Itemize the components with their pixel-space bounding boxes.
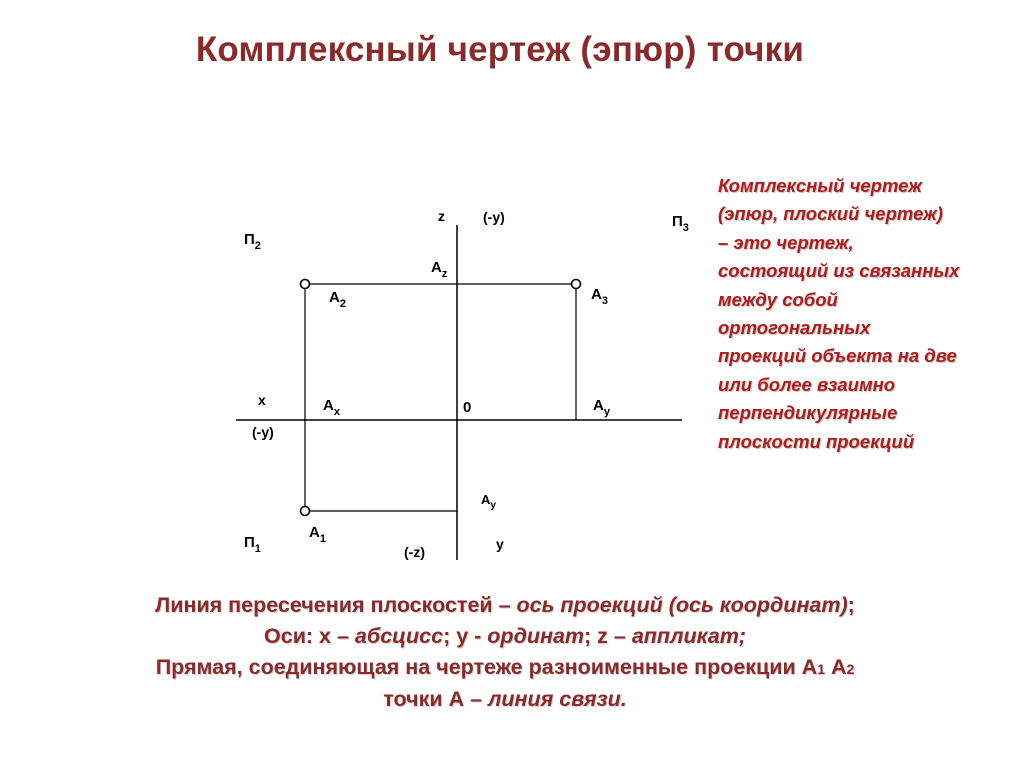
definition-line: плоскости проекций	[718, 430, 915, 452]
bottom-line-3-sub2: 2	[846, 660, 855, 677]
label-a2-base: A	[329, 289, 340, 306]
label-a1	[309, 524, 326, 545]
bottom-line-3-mid: А	[825, 654, 847, 679]
bottom-line-2	[0, 621, 1010, 652]
definition-text	[718, 172, 1018, 456]
plane-p1-label	[244, 534, 261, 555]
bottom-line-3-text: Прямая, соединяющая на чертеже разноименные проекции А	[155, 654, 818, 679]
point-a1	[301, 507, 310, 516]
bottom-line-4-normal: точки А –	[383, 687, 489, 712]
label-ay-right-sub: y	[603, 406, 610, 418]
definition-line: перпендикулярные	[718, 402, 898, 424]
label-ay-right	[593, 397, 611, 418]
bottom-line-2-f: аппликат;	[631, 623, 746, 648]
label-ax-sub: x	[333, 406, 340, 418]
definition-line: проекций объекта на две	[718, 345, 957, 367]
definition-line: (эпюр, плоский чертеж)	[718, 203, 943, 225]
label-origin: 0	[463, 399, 472, 416]
definition-line: или более взаимно	[718, 373, 896, 395]
label-a1-base: A	[309, 524, 320, 541]
label-a3-base: A	[591, 286, 602, 303]
label-az-sub: z	[441, 268, 448, 280]
label-a1-sub: 1	[319, 533, 326, 545]
bottom-line-4-italic: линия связи.	[488, 687, 627, 712]
bottom-line-4	[0, 684, 1010, 715]
bottom-line-3	[0, 652, 1010, 685]
plane-p3-label	[672, 213, 689, 234]
bottom-line-1-italic: ось проекций (ось координат)	[516, 593, 848, 617]
label-az	[431, 259, 448, 280]
bottom-line-2-c: ; y -	[443, 623, 488, 648]
label-az-base: A	[431, 259, 442, 276]
label-y: y	[496, 536, 504, 552]
label-z: z	[438, 208, 445, 224]
plane-p3-sub: 3	[682, 222, 689, 234]
label-a3-sub: 3	[601, 295, 608, 307]
bottom-line-2-a: Оси: x –	[264, 623, 355, 648]
label-ay-bottom-sub: y	[490, 500, 496, 511]
label-minus-z: (-z)	[404, 544, 425, 560]
definition-line: – это чертеж,	[718, 231, 854, 253]
plane-p3-base: П	[672, 213, 683, 230]
plane-p2-sub: 2	[254, 240, 261, 252]
bottom-line-1-end: ;	[847, 593, 855, 617]
plane-p2-label	[244, 231, 261, 252]
page-title: Комплексный чертеж (эпюр) точки	[195, 30, 805, 69]
bottom-text	[0, 590, 1010, 715]
label-a3	[591, 286, 608, 307]
label-a2-sub: 2	[339, 298, 346, 310]
label-a2	[329, 289, 346, 310]
label-minus-y-left: (-y)	[252, 424, 274, 440]
label-x: x	[258, 392, 266, 408]
label-ay-bottom	[481, 492, 496, 511]
definition-line: Комплексный чертеж	[718, 175, 922, 196]
bottom-line-1	[0, 590, 1010, 621]
bottom-line-2-e: ; z –	[584, 623, 632, 648]
label-ax	[323, 397, 341, 418]
label-ay-bottom-base: A	[481, 492, 491, 507]
plane-p1-base: П	[244, 534, 255, 551]
point-a2	[301, 280, 310, 289]
bottom-line-1-normal: Линия пересечения плоскостей –	[155, 593, 517, 617]
definition-line: ортогональных	[718, 317, 871, 339]
bottom-line-2-d: ординат	[487, 623, 585, 648]
label-ay-right-base: A	[593, 397, 604, 414]
plane-p1-sub: 1	[254, 543, 261, 555]
definition-line: между собой	[718, 288, 838, 310]
label-minus-y-top: (-y)	[483, 209, 505, 225]
definition-line: состоящий из связанных	[718, 260, 960, 282]
bottom-line-2-b: абсцисс	[354, 623, 444, 648]
point-a3	[572, 280, 581, 289]
label-ax-base: A	[323, 397, 334, 414]
plane-p2-base: П	[244, 231, 255, 248]
bottom-line-3-sub1: 1	[817, 660, 826, 677]
